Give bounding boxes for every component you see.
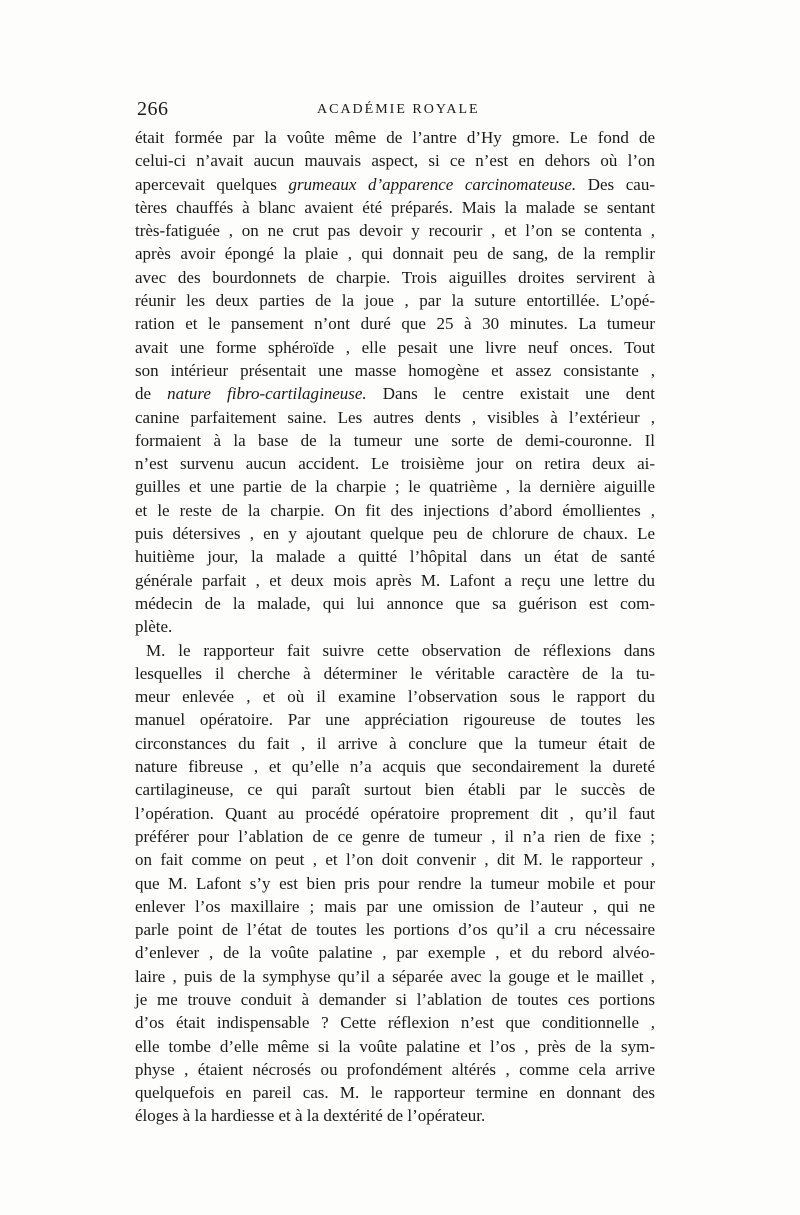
- text-line: celui-ci n’avait aucun mauvais aspect, si ce n’est en dehors où l’on: [135, 151, 655, 171]
- page-number: 266: [137, 98, 169, 120]
- running-title: ACADÉMIE ROYALE: [317, 102, 480, 117]
- text-line: n’est survenu aucun accident. Le troisième jour on retira deux ai-: [135, 454, 655, 474]
- text-line: laire , puis de la symphyse qu’il a séparée avec la gouge et le maillet ,: [135, 966, 655, 986]
- text-line-roman: apercevait quelques: [135, 174, 289, 194]
- text-line: d’os était indispensable ? Cette réflexion n’est que conditionnelle ,: [135, 1013, 655, 1033]
- text-line: que M. Lafont s’y est bien pris pour rendre la tumeur mobile et pour: [135, 873, 655, 893]
- text-line: ration et le pansement n’ont duré que 25 à 30 minutes. La tumeur: [135, 314, 655, 334]
- text-line: avait une forme sphéroïde , elle pesait une livre neuf onces. Tout: [135, 337, 655, 357]
- body-text: [135, 126, 655, 1128]
- text-line: et le reste de la charpie. On fit des injections d’abord émollientes ,: [135, 500, 655, 520]
- text-line-roman: de: [135, 384, 168, 404]
- text-line: puis détersives , en y ajoutant quelque peu de chlorure de chaux. Le: [135, 524, 655, 544]
- text-line: d’enlever , de la voûte palatine , par exemple , et du rebord alvéo-: [135, 943, 655, 963]
- text-line: M. le rapporteur fait suivre cette observation de réflexions dans: [146, 640, 655, 660]
- running-head: [137, 96, 667, 122]
- text-line: elle tombe d’elle même si la voûte palatine et l’os , près de la sym-: [135, 1036, 655, 1056]
- paragraph-2: [135, 639, 655, 1128]
- text-line: lesquelles il cherche à déterminer le véritable caractère de la tu-: [135, 663, 655, 683]
- text-line-roman: Des cau-: [576, 174, 655, 194]
- text-line: enlever l’os maxillaire ; mais par une omission de l’auteur , qui ne: [135, 896, 655, 916]
- text-line: [135, 382, 655, 405]
- italic-phrase: nature fibro-cartilagineuse.: [167, 384, 367, 404]
- text-line: l’opération. Quant au procédé opératoire proprement dit , qu’il faut: [135, 803, 655, 823]
- text-line: canine parfaitement saine. Les autres dents , visibles à l’extérieur ,: [135, 407, 655, 427]
- text-line: avec des bourdonnets de charpie. Trois aiguilles droites servirent à: [135, 267, 655, 287]
- text-line: nature fibreuse , et qu’elle n’a acquis que secondairement la dureté: [135, 757, 655, 777]
- text-line: quelquefois en pareil cas. M. le rapporteur termine en donnant des: [135, 1083, 655, 1103]
- text-line: huitième jour, la malade a quitté l’hôpital dans un état de santé: [135, 547, 655, 567]
- text-line: réunir les deux parties de la joue , par la suture entortillée. L’opé-: [135, 291, 655, 311]
- italic-phrase: grumeaux d’apparence carcinomateuse.: [288, 174, 577, 194]
- text-line: son intérieur présentait une masse homogène et assez consistante ,: [135, 360, 655, 380]
- text-line: après avoir épongé la plaie , qui donnait peu de sang, de la remplir: [135, 244, 655, 264]
- text-line: éloges à la hardiesse et à la dextérité de l’opérateur.: [135, 1106, 486, 1126]
- paragraph-1: [135, 126, 655, 639]
- text-line: tères chauffés à blanc avaient été préparés. Mais la malade se sentant: [135, 197, 655, 217]
- text-line: cartilagineuse, ce qui paraît surtout bien établi par le succès de: [135, 780, 655, 800]
- text-line: je me trouve conduit à demander si l’ablation de toutes ces portions: [135, 989, 655, 1009]
- text-line: guilles et une partie de la charpie ; le quatrième , la dernière aiguille: [135, 477, 655, 497]
- text-line: meur enlevée , et où il examine l’observation sous le rapport du: [135, 687, 655, 707]
- text-line: [135, 173, 655, 196]
- text-line: parle point de l’état de toutes les portions d’os qu’il a cru nécessaire: [135, 920, 655, 940]
- text-line: était formée par la voûte même de l’antre d’Hy gmore. Le fond de: [135, 128, 655, 147]
- text-line-roman: Dans le centre existait une dent: [366, 384, 656, 404]
- text-line: très-fatiguée , on ne crut pas devoir y recourir , et l’on se contenta ,: [135, 221, 655, 241]
- text-line: plète.: [135, 617, 173, 637]
- text-line: formaient à la base de la tumeur une sorte de demi-couronne. Il: [135, 430, 655, 450]
- text-line: manuel opératoire. Par une appréciation rigoureuse de toutes les: [135, 710, 655, 730]
- text-line: physe , étaient nécrosés ou profondément altérés , comme cela arrive: [135, 1059, 655, 1079]
- text-line: circonstances du fait , il arrive à conclure que la tumeur était de: [135, 733, 655, 753]
- text-line: préférer pour l’ablation de ce genre de tumeur , il n’a rien de fixe ;: [135, 826, 655, 846]
- text-line: on fait comme on peut , et l’on doit convenir , dit M. le rapporteur ,: [135, 850, 655, 870]
- text-line: générale parfait , et deux mois après M. Lafont a reçu une lettre du: [135, 570, 655, 590]
- text-line: médecin de la malade, qui lui annonce que sa guérison est com-: [135, 593, 655, 613]
